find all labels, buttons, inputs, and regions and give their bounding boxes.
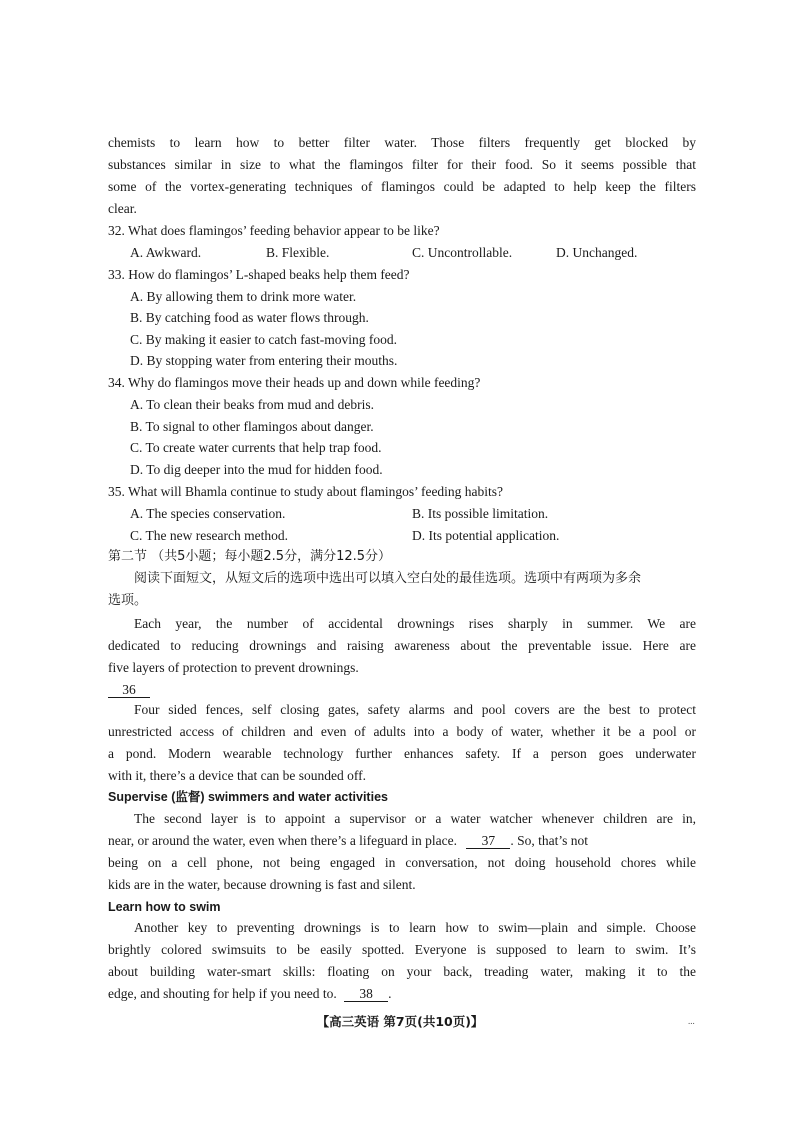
question-34-option-d: D. To dig deeper into the mud for hidden food.	[130, 462, 383, 477]
article-line: kids are in the water, because drowning is fast and silent.	[108, 877, 416, 892]
heading-learn-swim: Learn how to swim	[108, 900, 221, 914]
question-32-option-a: A. Awkward.	[130, 245, 202, 260]
article-text: near, or around the water, even when there’s a lifeguard in place.	[108, 833, 458, 848]
blank-36-number: 36	[108, 682, 150, 698]
article-line-with-blank	[108, 985, 391, 1003]
blank-37-number: 37	[466, 833, 510, 849]
section-instruction: 阅读下面短文，从短文后的选项中选出可以填入空白处的最佳选项。选项中有两项为多余	[134, 571, 642, 586]
passage-line: substances similar in size to what the flamingos filter for their food. So it seems possible that	[108, 157, 696, 172]
article-line: with it, there’s a device that can be sounded off.	[108, 768, 367, 783]
question-35-option-c: C. The new research method.	[130, 528, 288, 543]
question-34-option-a: A. To clean their beaks from mud and debris.	[130, 397, 374, 412]
question-35-option-a: A. The species conservation.	[130, 506, 286, 521]
section-instruction: 选项。	[108, 593, 148, 608]
article-line: five layers of protection to prevent drownings.	[108, 660, 359, 675]
heading-supervise: Supervise (监督) swimmers and water activities	[108, 790, 388, 804]
question-33-option-d: D. By stopping water from entering their mouths.	[130, 353, 398, 368]
article-line: unrestricted access of children and even of adults into a body of water, whether it be a pool or	[108, 724, 696, 739]
article-line: Another key to preventing drownings is to learn how to swim—plain and simple. Choose	[134, 920, 696, 935]
blank-38-number: 38	[344, 986, 388, 1002]
passage-line: some of the vortex-generating techniques of flamingos could be adapted to help keep the filters	[108, 179, 696, 194]
article-line: The second layer is to appoint a supervisor or a water watcher whenever children are in,	[134, 811, 696, 826]
passage-line: clear.	[108, 201, 137, 216]
question-35-stem: 35. What will Bhamla continue to study about flamingos’ feeding habits?	[108, 484, 504, 499]
question-32-stem: 32. What does flamingos’ feeding behavior appear to be like?	[108, 223, 440, 238]
question-33-option-a: A. By allowing them to drink more water.	[130, 289, 357, 304]
article-text: .	[388, 986, 392, 1001]
article-line: a pond. Modern wearable technology further enhances safety. If a person goes underwater	[108, 746, 696, 761]
article-line-with-blank	[108, 832, 696, 850]
article-line: being on a cell phone, not being engaged in conversation, not doing household chores while	[108, 855, 696, 870]
article-line: dedicated to reducing drownings and raising awareness about the preventable issue. Here are	[108, 638, 696, 653]
passage-line: chemists to learn how to better filter water. Those filters frequently get blocked by	[108, 135, 696, 150]
question-34-stem: 34. Why do flamingos move their heads up and down while feeding?	[108, 375, 481, 390]
blank-36	[108, 681, 150, 699]
question-32-option-c: C. Uncontrollable.	[412, 245, 513, 260]
scan-mark: ...	[688, 1016, 695, 1026]
question-33-option-c: C. By making it easier to catch fast-moving food.	[130, 332, 397, 347]
article-text: edge, and shouting for help if you need to.	[108, 986, 337, 1001]
question-35-option-b: B. Its possible limitation.	[412, 506, 549, 521]
question-33-stem: 33. How do flamingos’ L-shaped beaks help them feed?	[108, 267, 410, 282]
article-line: brightly colored swimsuits to be easily spotted. Everyone is supposed to learn to swim. It’s	[108, 942, 696, 957]
question-32-option-d: D. Unchanged.	[556, 245, 638, 260]
question-34-option-c: C. To create water currents that help trap food.	[130, 440, 382, 455]
article-text: . So, that’s not	[510, 833, 589, 848]
question-33-option-b: B. By catching food as water flows through.	[130, 310, 369, 325]
question-35-option-d: D. Its potential application.	[412, 528, 560, 543]
page-footer: 【高三英语 第7页(共10页)】	[316, 1014, 484, 1029]
article-line: about building water-smart skills: floating on your back, treading water, making it to the	[108, 964, 696, 979]
article-line: Four sided fences, self closing gates, safety alarms and pool covers are the best to protect	[134, 702, 696, 717]
question-34-option-b: B. To signal to other flamingos about danger.	[130, 419, 374, 434]
section-title: 第二节 （共5小题；每小题2.5分，满分12.5分）	[108, 549, 392, 564]
article-line: Each year, the number of accidental drownings rises sharply in summer. We are	[134, 616, 696, 631]
question-32-option-b: B. Flexible.	[266, 245, 330, 260]
